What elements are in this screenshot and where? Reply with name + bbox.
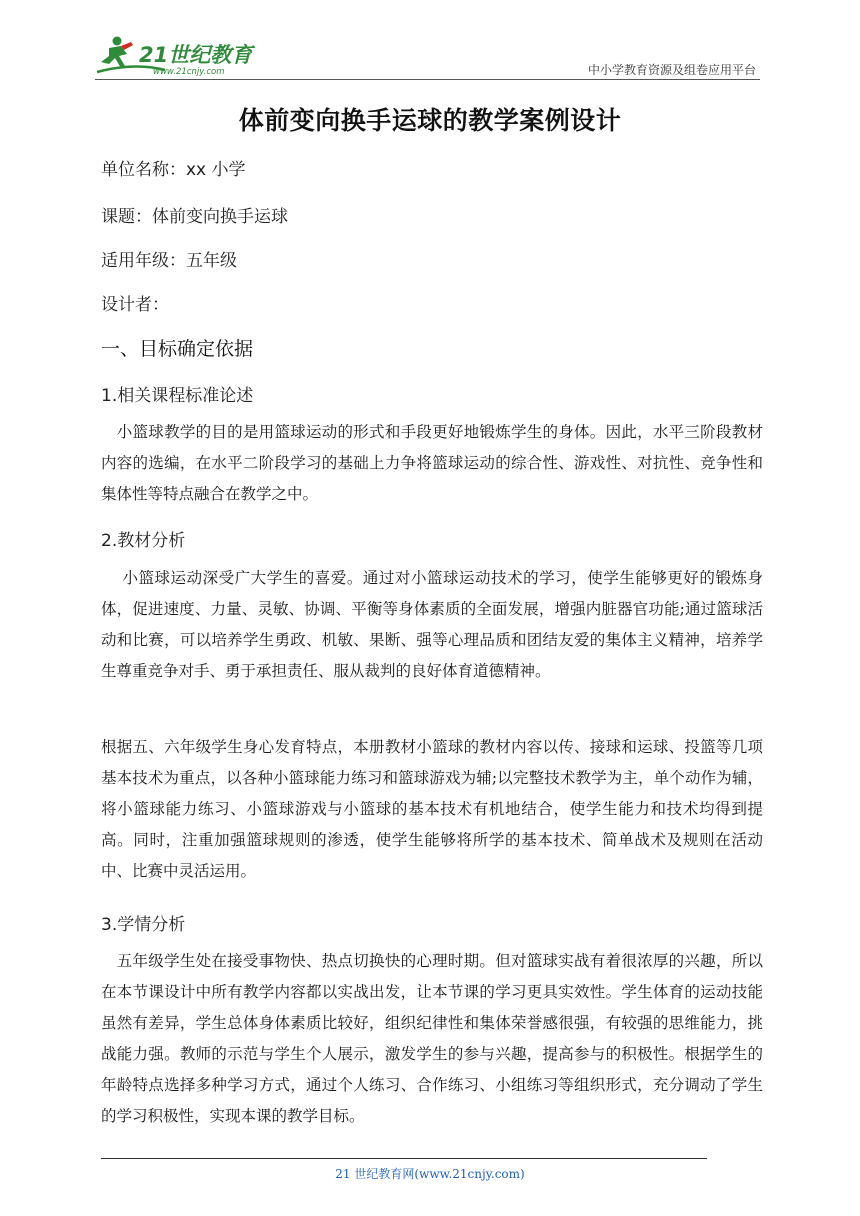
logo-text: 21世纪教育	[139, 43, 253, 67]
section-heading-1: 一、目标确定依据	[101, 338, 254, 360]
paragraph-student-analysis: 五年级学生处在接受事物快、热点切换快的心理时期。但对篮球实战有着很浓厚的兴趣，所以在本节课设计中所有教学内容都以实战出发，让本节课的学习更具实效性。学生体育的运动技能虽然有差异，学生总体身体素质比较好，组织纪律性和集体荣誉感很强，有较强的思维能力，挑战能力强。教师的示范与学生个人展示，激发学生的参与兴趣，提高参与的积极性。根据学生的年龄特点选择多种学习方式，通过个人练习、合作练习、小组练习等组织形式，充分调动了学生的学习积极性，实现本课的教学目标。	[101, 952, 763, 1125]
paragraph-material-1: 小篮球运动深受广大学生的喜爱。通过对小篮球运动技术的学习，使学生能够更好的锻炼身体，促进速度、力量、灵敏、协调、平衡等身体素质的全面发展，增强内脏器官功能;通过篮球活动和比赛，可以培养学生勇政、机敏、果断、强等心理品质和团结友爱的集体主义精神，培养学生尊重竞争对手、勇于承担责任、服从裁判的良好体育道德精神。	[101, 569, 763, 680]
footer-link[interactable]: 21 世纪教育网(www.21cnjy.com)	[335, 1167, 525, 1181]
designer: 设计者：	[101, 295, 169, 315]
paragraph-curriculum: 小篮球教学的目的是用篮球运动的形式和手段更好地锻炼学生的身体。因此，水平三阶段教材内容的选编，在水平二阶段学习的基础上力争将篮球运动的综合性、游戏性、对抗性、竞争性和集体性等特点融合在教学之中。	[101, 423, 763, 503]
unit-name: 单位名称：xx 小学	[101, 160, 246, 180]
footer-divider	[101, 1158, 707, 1159]
subsection-heading-2: 2.教材分析	[101, 531, 186, 551]
page-header	[95, 32, 760, 80]
site-logo[interactable]	[95, 32, 275, 78]
subsection-heading-1: 1.相关课程标准论述	[101, 386, 254, 406]
header-divider	[95, 79, 760, 80]
logo-graphic	[95, 32, 275, 78]
subsection-heading-3: 3.学情分析	[101, 915, 186, 935]
document-title: 体前变向换手运球的教学案例设计	[238, 106, 622, 135]
grade-level: 适用年级：五年级	[101, 251, 237, 271]
course-topic: 课题：体前变向换手运球	[101, 207, 288, 227]
logo-url: www.21cnjy.com	[153, 67, 225, 77]
platform-label: 中小学教育资源及组卷应用平台	[587, 63, 756, 77]
paragraph-material-2: 根据五、六年级学生身心发育特点，本册教材小篮球的教材内容以传、接球和运球、投篮等几项基本技术为重点，以各种小篮球能力练习和篮球游戏为辅;以完整技术教学为主，单个动作为辅，将小篮球能力练习、小篮球游戏与小篮球的基本技术有机地结合，使学生能力和技术均得到提高。同时，注重加强篮球规则的渗透，使学生能够将所学的基本技术、简单战术及规则在活动中、比赛中灵活运用。	[101, 738, 763, 880]
